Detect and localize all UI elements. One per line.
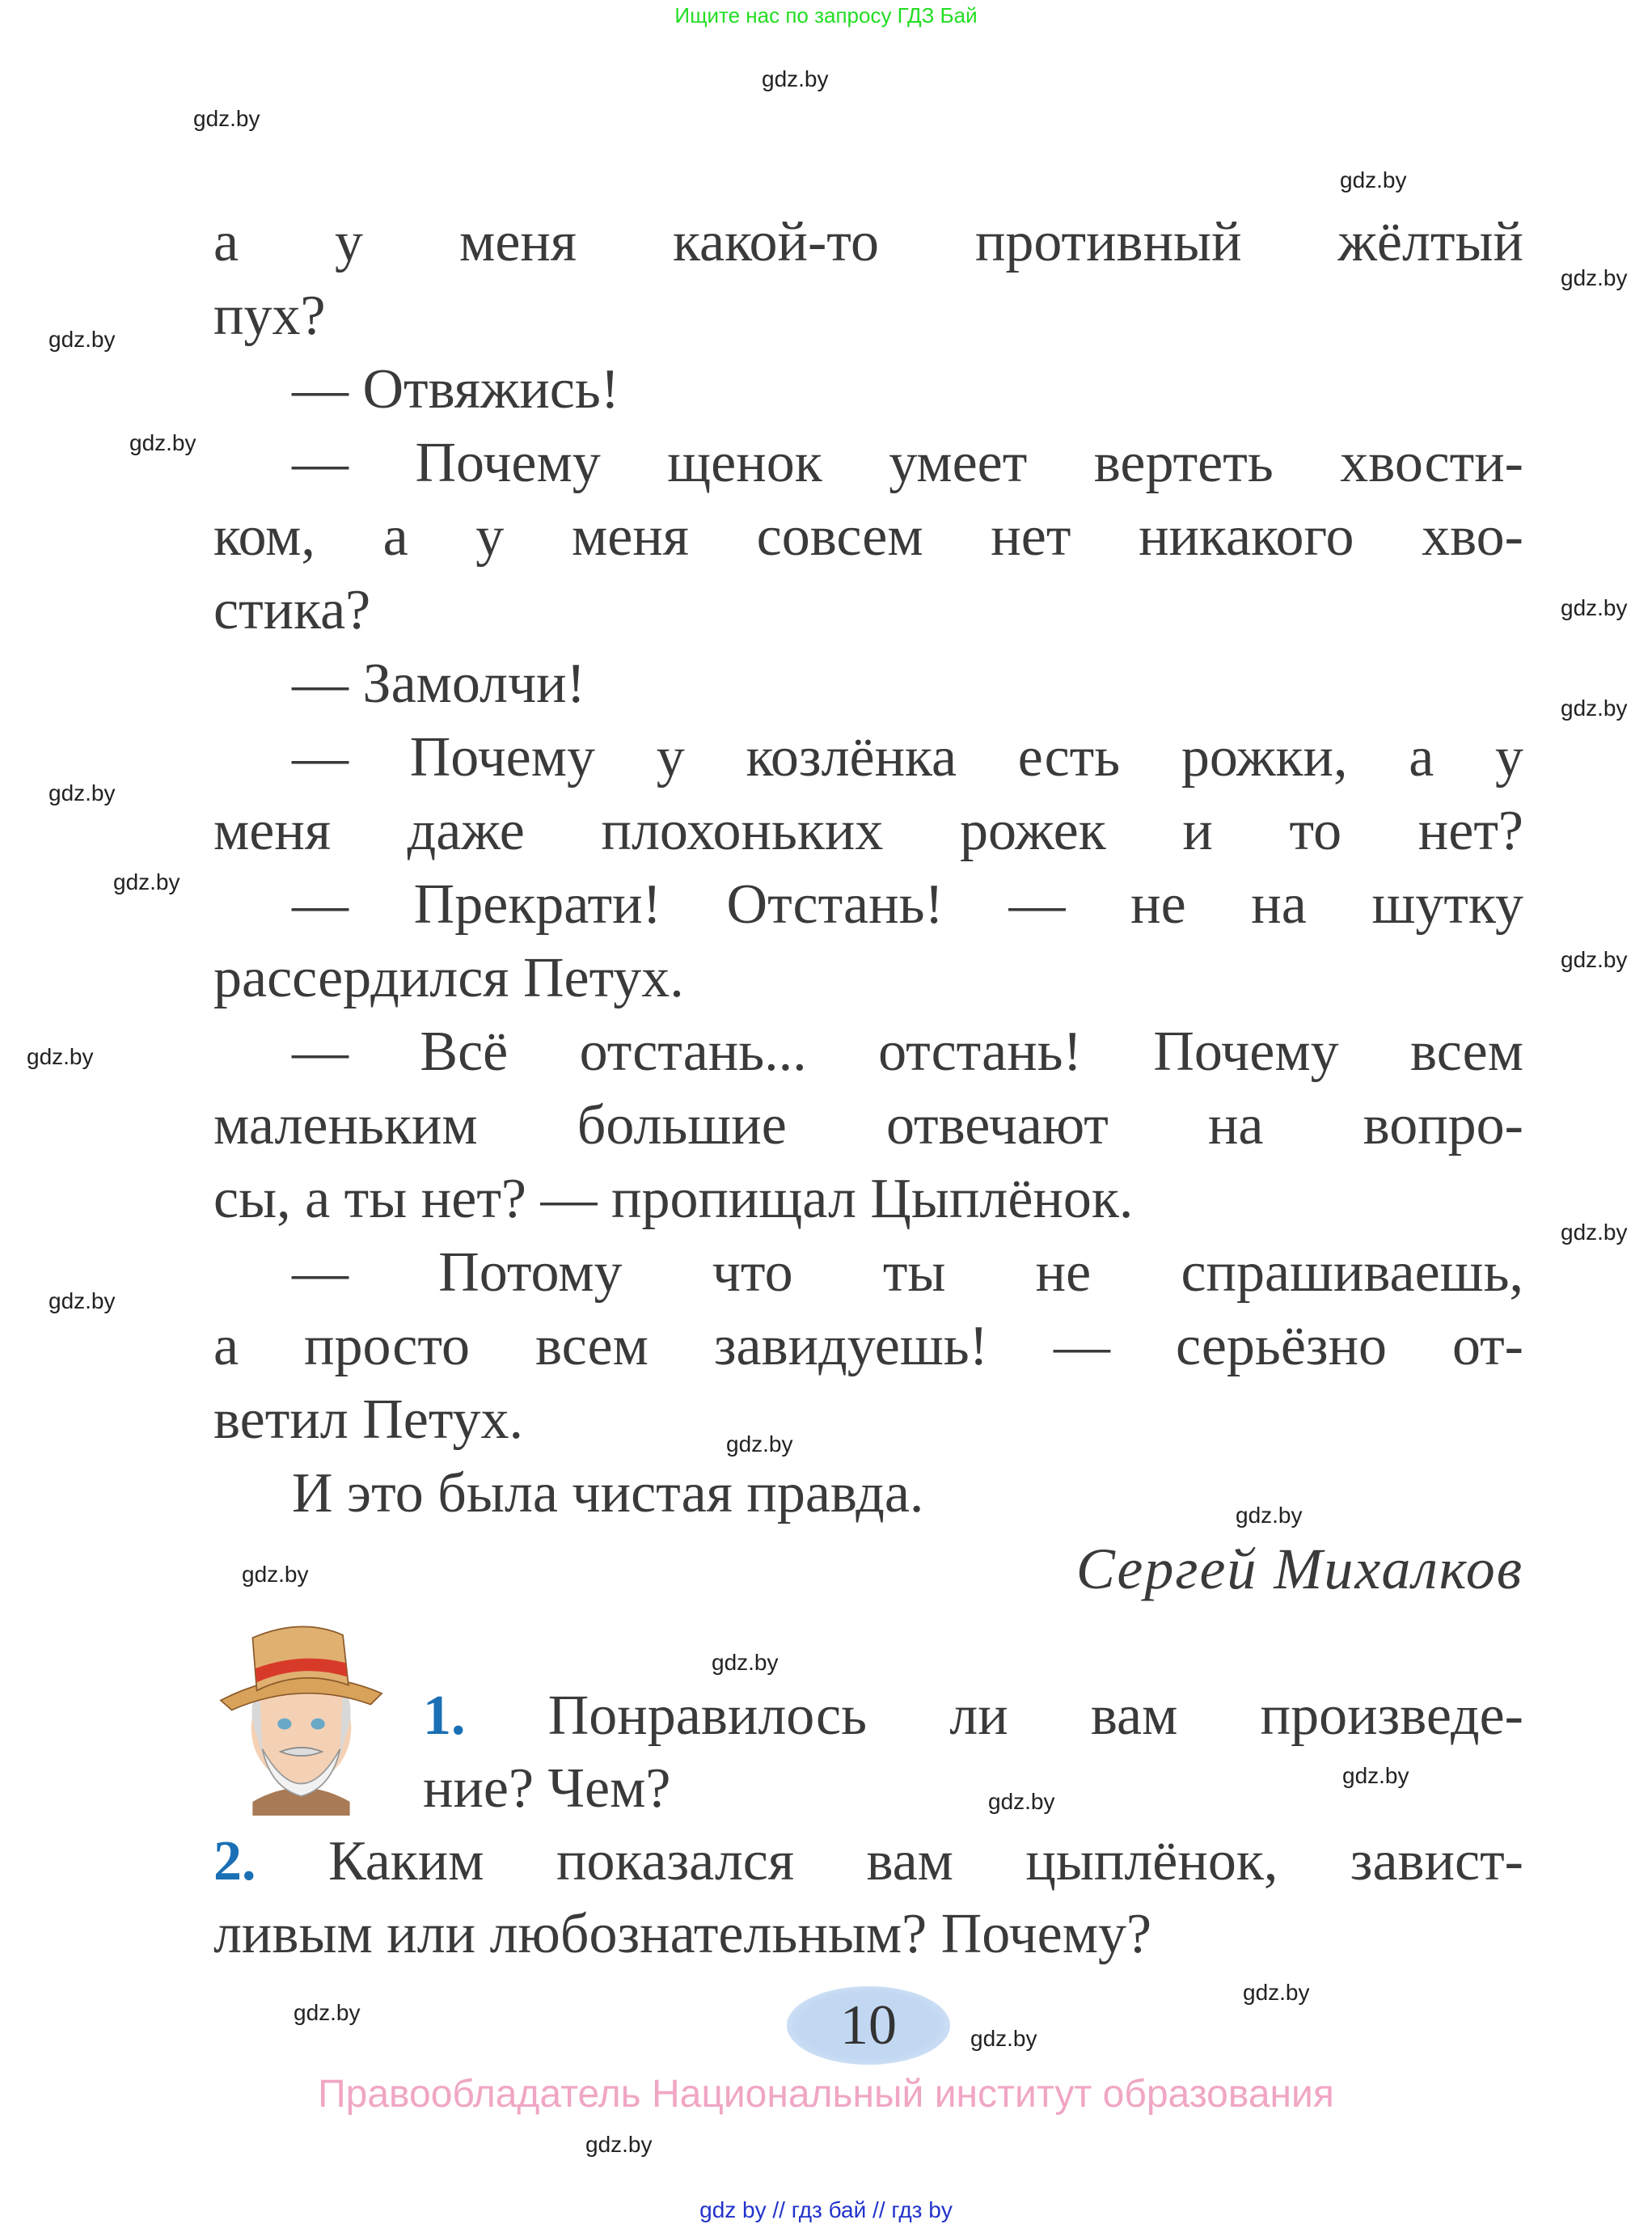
story-text	[213, 205, 1523, 1530]
story-line: — Потому что ты не спрашиваешь,	[292, 1241, 1523, 1304]
question-2-cont: ливым или любознательным? Почему?	[213, 1903, 1152, 1965]
watermark: gdz.by	[712, 1650, 779, 1675]
story-line: рассердился Петух.	[213, 947, 684, 1009]
story-line: И это была чистая правда.	[292, 1462, 924, 1524]
story-line: маленьким большие отвечают на вопро-	[213, 1094, 1523, 1156]
question-1	[213, 1680, 1523, 1753]
watermark: gdz.by	[294, 2000, 361, 2025]
copyright-notice: Правообладатель Национальный институт образования	[318, 2073, 1334, 2116]
story-line: а у меня какой-то противный жёлтый	[213, 211, 1523, 273]
watermark: gdz.by	[129, 430, 196, 455]
watermark: gdz.by	[1561, 1220, 1628, 1245]
watermark: gdz.by	[49, 780, 116, 805]
watermark: gdz.by	[988, 1789, 1055, 1814]
question-number: 1.	[423, 1685, 466, 1747]
watermark: gdz.by	[726, 1431, 793, 1457]
question-text: Каким показался вам цыплёнок, завист-	[327, 1830, 1523, 1892]
watermark: gdz.by	[113, 869, 180, 894]
search-hint-banner: Ищите нас по запросу ГДЗ Бай	[674, 3, 978, 27]
questions	[213, 1680, 1523, 1971]
watermark: gdz.by	[193, 106, 260, 131]
watermark: gdz.by	[762, 66, 829, 91]
story-line: ком, а у меня совсем нет никакого хво-	[213, 505, 1523, 568]
watermark: gdz.by	[242, 1562, 309, 1587]
story-line: меня даже плохоньких рожек и то нет?	[213, 800, 1523, 862]
story-line: ветил Петух.	[213, 1389, 523, 1451]
story-line: — Прекрати! Отстань! — не на шутку	[292, 873, 1523, 936]
question-2	[213, 1825, 1523, 1898]
story-line: сы, а ты нет? — пропищал Цыплёнок.	[213, 1168, 1134, 1230]
question-number: 2.	[213, 1830, 256, 1892]
watermark: gdz.by	[49, 1288, 116, 1313]
story-line: — Всё отстань... отстань! Почему всем	[292, 1021, 1523, 1083]
watermark: gdz.by	[1340, 167, 1407, 192]
page-number: 10	[787, 1986, 950, 2065]
story-line: — Замолчи!	[292, 653, 585, 715]
watermark: gdz.by	[585, 2132, 653, 2157]
question-text: Понравилось ли вам произведе-	[547, 1685, 1523, 1747]
watermark: gdz.by	[1561, 265, 1628, 290]
story-line: — Отвяжись!	[292, 358, 620, 421]
watermark: gdz.by	[49, 327, 116, 352]
watermark: gdz.by	[1236, 1503, 1303, 1528]
watermark: gdz.by	[1561, 696, 1628, 721]
footer-links[interactable]: gdz by // гдз бай // гдз by	[699, 2197, 953, 2222]
watermark: gdz.by	[1243, 1980, 1310, 2005]
story-line: стика?	[213, 579, 371, 641]
watermark: gdz.by	[27, 1044, 94, 1069]
story-line: а просто всем завидуешь! — серьёзно от-	[213, 1315, 1523, 1377]
watermark: gdz.by	[1342, 1763, 1409, 1788]
author-name: Сергей Михалков	[1075, 1537, 1523, 1601]
watermark: gdz.by	[970, 2026, 1037, 2051]
question-1-cont: ние? Чем?	[423, 1757, 671, 1820]
story-line: — Почему у козлёнка есть рожки, а у	[292, 726, 1523, 789]
story-line: пух?	[213, 285, 326, 347]
story-line: — Почему щенок умеет вертеть хвости-	[292, 432, 1523, 494]
watermark: gdz.by	[1561, 595, 1628, 620]
watermark: gdz.by	[1561, 947, 1628, 972]
